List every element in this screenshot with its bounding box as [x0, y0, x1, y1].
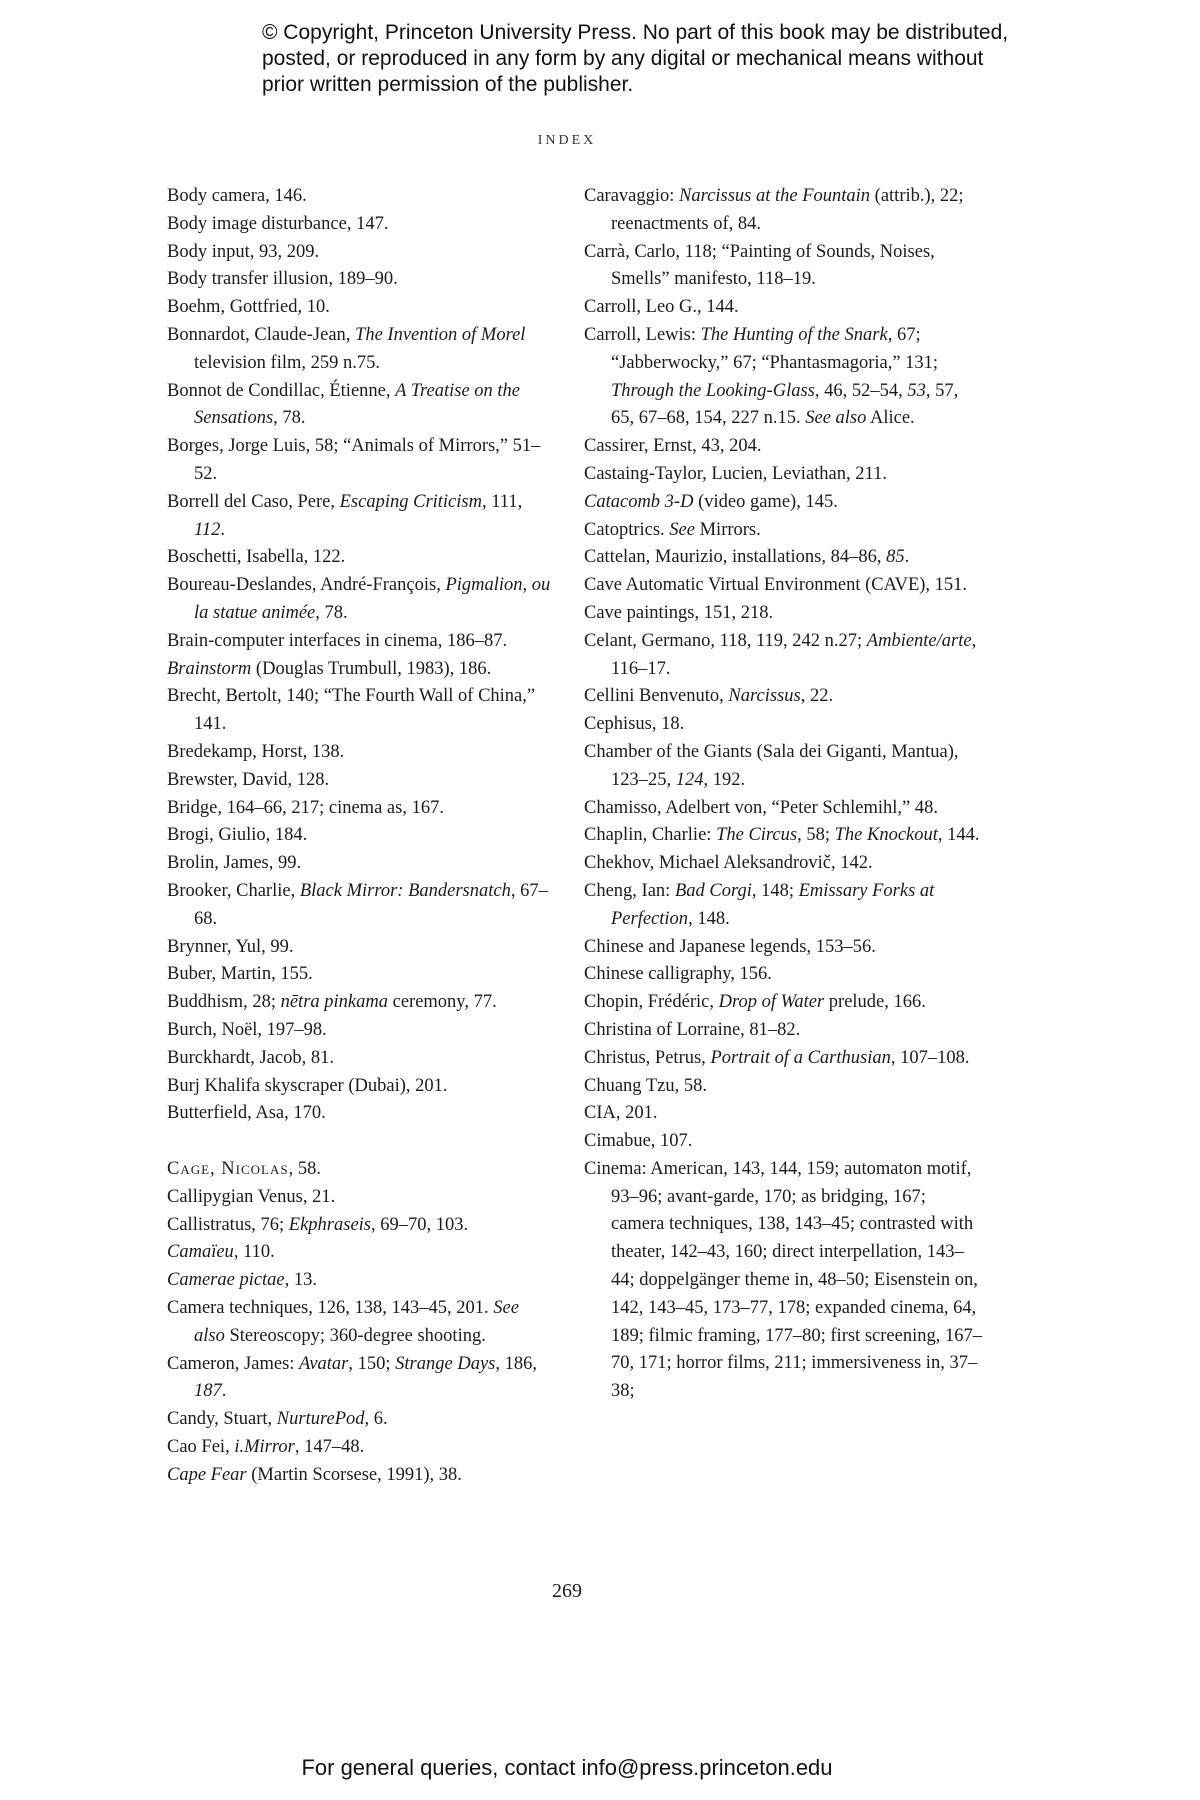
- index-entry-text: Brecht, Bertolt, 140; “The Fourth Wall of China,” 141.: [167, 686, 536, 735]
- index-entry-text: , 67; “Jabberwocky,” 67; “Phantasmagoria,” 131;: [611, 324, 939, 373]
- index-entry: [584, 1045, 982, 1073]
- footer-contact: For general queries, contact info@press.princeton.edu: [301, 1755, 833, 1780]
- index-entry-text: Camera techniques, 126, 138, 143–45, 201.: [167, 1298, 494, 1319]
- index-entry-title: Cape Fear: [167, 1464, 247, 1485]
- index-entry-title: nētra pinkama: [280, 992, 388, 1013]
- index-entry-text: prelude, 166.: [824, 992, 926, 1013]
- index-entry-text: Christus, Petrus,: [584, 1047, 711, 1068]
- index-entry: [584, 961, 982, 989]
- index-entry-text: Cimabue, 107.: [584, 1131, 693, 1152]
- index-entry-text: .: [220, 519, 226, 540]
- index-entry: [584, 739, 982, 795]
- index-entry-text: Carroll, Lewis:: [584, 324, 701, 345]
- index-entry-text: , 144.: [937, 825, 980, 846]
- index-entry-title: A Treatise on the Sensations: [194, 380, 520, 429]
- index-entry-text: Bridge, 164–66, 217; cinema as, 167.: [167, 797, 444, 818]
- index-entry-text: Chamisso, Adelbert von, “Peter Schlemihl,” 48.: [584, 797, 939, 818]
- index-entry: [584, 489, 982, 517]
- index-entry-text: Brain-computer interfaces in cinema, 186–87.: [167, 630, 508, 651]
- index-entry: [167, 1100, 552, 1128]
- index-entry: [584, 183, 982, 239]
- index-entry: [584, 628, 982, 684]
- index-entry-title: Pigmalion, ou la statue animée: [194, 575, 551, 623]
- index-entry: [167, 294, 552, 322]
- index-entry-text: Catoptrics.: [584, 519, 670, 540]
- index-entry-text: Alice.: [866, 408, 915, 429]
- index-entry-text: Chekhov, Michael Aleksandrovič, 142.: [584, 853, 873, 874]
- index-entry-text: Cave Automatic Virtual Environment (CAVE), 151.: [584, 575, 968, 596]
- index-entry-text: Buddhism, 28;: [167, 992, 281, 1013]
- index-entry-text: Cattelan, Maurizio, installations, 84–86,: [584, 547, 887, 568]
- index-entry-text: , 110.: [233, 1242, 275, 1263]
- index-entry-text: Bonnot de Condillac, Étienne,: [167, 380, 396, 401]
- index-entry-text: Cellini Benvenuto,: [584, 686, 729, 707]
- page-number: 269: [552, 1580, 582, 1602]
- index-entry: [167, 739, 552, 767]
- index-entry-title: Escaping Criticism: [339, 491, 482, 512]
- index-entry-title: Brainstorm: [167, 658, 252, 679]
- index-entry-text: Cephisus, 18.: [584, 714, 685, 735]
- index-entry-title: Black Mirror: Bandersnatch: [299, 880, 511, 901]
- index-entry-text: Brewster, David, 128.: [167, 769, 330, 790]
- index-entry-text: .: [904, 547, 910, 568]
- index-entry: [584, 878, 982, 934]
- index-entry-title: Portrait of a Carthusian: [710, 1047, 891, 1068]
- index-entry-text: Boschetti, Isabella, 122.: [167, 547, 346, 568]
- index-entry-text: Burj Khalifa skyscraper (Dubai), 201.: [167, 1075, 448, 1096]
- index-entry-text: , 78.: [273, 408, 306, 429]
- index-entry-text: Cave paintings, 151, 218.: [584, 602, 774, 623]
- index-entry-text: , 78.: [315, 602, 348, 623]
- index-entry-text: , 67–68.: [194, 880, 548, 929]
- index-entry-text: , 58.: [288, 1159, 321, 1180]
- index-entry: [584, 322, 982, 433]
- index-entry-text: , 148.: [688, 908, 730, 929]
- index-entry-text: , 150;: [348, 1353, 396, 1374]
- index-entry: [584, 294, 982, 322]
- index-entry-text: Boehm, Gottfried, 10.: [167, 297, 330, 318]
- index-entry: [167, 1406, 552, 1434]
- index-entry-title: Strange Days: [395, 1353, 496, 1374]
- index-entry-title: 187: [194, 1381, 222, 1402]
- index-entry: [167, 1184, 552, 1212]
- index-entry-text: , 13.: [284, 1270, 318, 1291]
- index-entry: [167, 989, 552, 1017]
- index-entry: [167, 1351, 552, 1407]
- index-entry-title: See also: [194, 1298, 519, 1346]
- index-entry-text: Carrà, Carlo, 118; “Painting of Sounds, Noises, Smells” manifesto, 118–19.: [584, 241, 935, 290]
- index-entry-text: Butterfield, Asa, 170.: [167, 1103, 326, 1124]
- index-entry-text: Brogi, Giulio, 184.: [167, 825, 308, 846]
- index-entry-text: Borrell del Caso, Pere,: [167, 491, 340, 512]
- index-entry-text: Celant, Germano, 118, 119, 242 n.27;: [584, 630, 867, 651]
- index-entry-title: 85: [886, 547, 905, 568]
- index-entry-text: Burch, Noël, 197–98.: [167, 1019, 327, 1040]
- index-entry: [584, 544, 982, 572]
- index-entry: [167, 934, 552, 962]
- index-entry-text: , 192.: [703, 769, 746, 790]
- index-entry-text: Carroll, Leo G., 144.: [584, 297, 739, 318]
- index-entry-title: Catacomb 3-D: [584, 491, 694, 512]
- index-entry-text: , 111,: [481, 491, 523, 512]
- index-entry: [584, 1017, 982, 1045]
- index-entry-text: Buber, Martin, 155.: [167, 964, 313, 985]
- index-entry-text: , 69–70, 103.: [371, 1214, 469, 1235]
- index-entry: [584, 795, 982, 823]
- index-entry: [167, 1156, 552, 1184]
- index-entry: [584, 239, 982, 295]
- index-entry-text: Candy, Stuart,: [167, 1409, 277, 1430]
- index-entry: [167, 433, 552, 489]
- index-entry: [167, 1045, 552, 1073]
- index-entry-title: Camaïeu: [167, 1242, 234, 1263]
- index-entry-title: See also: [805, 408, 867, 429]
- index-entry-text: Body transfer illusion, 189–90.: [167, 269, 398, 290]
- index-entry-text: Borges, Jorge Luis, 58; “Animals of Mirrors,” 51–52.: [167, 436, 541, 484]
- index-entry: [584, 433, 982, 461]
- index-entry-text: Chamber of the Giants (Sala dei Giganti, Mantua), 123–25,: [584, 741, 959, 790]
- index-entry-text: Bredekamp, Horst, 138.: [167, 741, 345, 762]
- index-entry: [584, 517, 982, 545]
- index-entry: [167, 1434, 552, 1462]
- index-entry: [584, 989, 982, 1017]
- index-entry-title: Bad Corgi: [674, 880, 752, 901]
- index-entry: [167, 322, 552, 378]
- index-entry-text: .: [221, 1381, 227, 1402]
- index-entry: [584, 683, 982, 711]
- index-entry-text: (Douglas Trumbull, 1983), 186.: [251, 658, 492, 679]
- index-entry: [167, 850, 552, 878]
- index-entry: [584, 572, 982, 600]
- index-entry: [584, 711, 982, 739]
- index-entry-title: Through the Looking-Glass: [611, 380, 815, 401]
- index-entry-title: Ambiente/arte: [866, 630, 972, 651]
- index-entry-text: Chaplin, Charlie:: [584, 825, 717, 846]
- index-entry: [167, 656, 552, 684]
- index-entry: [167, 1239, 552, 1267]
- index-entry-title: NurturePod: [276, 1409, 365, 1430]
- index-entry-text: Cassirer, Ernst, 43, 204.: [584, 436, 762, 457]
- index-entry-text: , 186,: [495, 1353, 537, 1374]
- index-entry-text: television film, 259 n.75.: [194, 352, 381, 373]
- index-entry-text: Cinema: American, 143, 144, 159; automaton motif, 93–96; avant-garde, 170; as bridging, 167; camera techniques, 138, 143–45; contrasted with theater, 142–43, 160; direct interpellation, 143–44; doppelgänger theme in, 48–50; Eisenstein on, 142, 143–45, 173–77, 178; expanded cinema, 64, 189; filmic framing, 177–80; first screening, 167–70, 171; horror films, 211; immersiveness in, 37–38;: [584, 1158, 982, 1402]
- index-entry: [167, 489, 552, 545]
- index-entry-text: Callistratus, 76;: [167, 1214, 289, 1235]
- index-column-left: [167, 183, 552, 1490]
- index-entry: [167, 1295, 552, 1351]
- index-entry: [167, 1462, 552, 1490]
- index-entry-text: , 116–17.: [611, 630, 977, 679]
- index-entry-text: , 22.: [800, 686, 834, 707]
- index-entry-text: Castaing-Taylor, Lucien, Leviathan, 211.: [584, 463, 887, 484]
- index-entry-title: Avatar: [299, 1353, 349, 1374]
- index-entry-text: Body image disturbance, 147.: [167, 213, 389, 234]
- running-head: INDEX: [537, 133, 597, 148]
- index-entry-text: Cheng, Ian:: [584, 880, 675, 901]
- index-entry-text: CIA, 201.: [584, 1103, 658, 1124]
- index-entry-text: Cao Fei,: [167, 1437, 235, 1458]
- index-entry-text: , 148;: [751, 880, 799, 901]
- index-entry-title: The Circus: [716, 825, 798, 846]
- index-entry: [167, 544, 552, 572]
- index-entry-text: , 46, 52–54,: [814, 380, 908, 401]
- index-entry-text: , 58;: [797, 825, 835, 846]
- index-entry-text: Body input, 93, 209.: [167, 241, 320, 262]
- index-entry: [584, 461, 982, 489]
- index-entry-title: Drop of Water: [718, 992, 825, 1013]
- index-entry-title: Narcissus at the Fountain: [679, 186, 871, 206]
- index-entry-title: Ekphraseis: [288, 1214, 372, 1235]
- index-entry: [167, 683, 552, 739]
- index-column-right: [584, 183, 982, 1406]
- index-entry: [584, 850, 982, 878]
- index-entry-text: Cameron, James:: [167, 1353, 300, 1374]
- index-entry: [584, 1073, 982, 1101]
- index-entry-title: 53: [907, 380, 926, 401]
- index-entry: [167, 822, 552, 850]
- index-entry: [584, 1128, 982, 1156]
- index-entry-text: Mirrors.: [694, 519, 761, 540]
- index-entry: [584, 934, 982, 962]
- index-entry-text: Brolin, James, 99.: [167, 853, 302, 874]
- index-entry: [167, 211, 552, 239]
- index-entry-title: Emissary Forks at Perfection: [611, 880, 935, 929]
- index-entry-text: Callipygian Venus, 21.: [167, 1186, 336, 1207]
- index-entry: [584, 600, 982, 628]
- index-entry-text: Brynner, Yul, 99.: [167, 936, 294, 957]
- index-entry-text: Christina of Lorraine, 81–82.: [584, 1019, 801, 1040]
- index-entry: [584, 822, 982, 850]
- index-entry-text: , 6.: [364, 1409, 388, 1430]
- index-entry: [584, 1156, 982, 1406]
- index-entry-title: Narcissus: [728, 686, 801, 707]
- index-entry-text: Chopin, Frédéric,: [584, 992, 719, 1013]
- index-entry-text: Bonnardot, Claude-Jean,: [167, 324, 356, 345]
- index-entry: [167, 1017, 552, 1045]
- index-entry-title: The Invention of Morel: [355, 324, 526, 345]
- index-entry-heading: Cage, Nicolas: [167, 1159, 289, 1180]
- index-entry-text: Brooker, Charlie,: [167, 880, 300, 901]
- index-entry-title: The Hunting of the Snark: [700, 324, 888, 345]
- index-entry-text: Caravaggio:: [584, 186, 680, 206]
- index-entry: [167, 1267, 552, 1295]
- index-entry-text: , 147–48.: [294, 1437, 365, 1458]
- index-entry: [167, 572, 552, 628]
- index-entry-text: Stereoscopy; 360-degree shooting.: [224, 1325, 486, 1346]
- index-entry-title: 124: [675, 769, 704, 790]
- index-entry: [167, 628, 552, 656]
- index-entry: [167, 239, 552, 267]
- index-entry: [167, 378, 552, 434]
- index-entry: [167, 961, 552, 989]
- index-entry-title: 112: [194, 519, 221, 540]
- index-entry-text: , 57, 65, 67–68, 154, 227 n.15.: [611, 380, 959, 429]
- index-entry: [167, 1073, 552, 1101]
- index-entry: [167, 1212, 552, 1240]
- index-entry-title: The Knockout: [834, 825, 938, 846]
- index-entry-text: Body camera, 146.: [167, 186, 307, 206]
- index-entry-text: Chinese and Japanese legends, 153–56.: [584, 936, 876, 957]
- index-entry-title: See: [669, 519, 695, 540]
- index-entry: [167, 795, 552, 823]
- index-entry-text: , 107–108.: [890, 1047, 970, 1068]
- index-entry: [584, 1100, 982, 1128]
- index-entry-text: (attrib.), 22; reenactments of, 84.: [611, 186, 964, 234]
- index-entry-text: (video game), 145.: [693, 491, 838, 512]
- index-entry-text: Burckhardt, Jacob, 81.: [167, 1047, 334, 1068]
- index-entry: [167, 878, 552, 934]
- index-entry-text: Chuang Tzu, 58.: [584, 1075, 707, 1096]
- index-entry-title: i.Mirror: [234, 1437, 295, 1458]
- index-entry-title: Camerae pictae: [167, 1270, 285, 1291]
- index-entry-text: ceremony, 77.: [387, 992, 497, 1013]
- index-entry: [167, 183, 552, 211]
- index-entry-text: (Martin Scorsese, 1991), 38.: [246, 1464, 462, 1485]
- index-entry-text: Boureau-Deslandes, André-François,: [167, 575, 446, 596]
- index-entry: [167, 767, 552, 795]
- index-entry: [167, 266, 552, 294]
- index-entry-text: Chinese calligraphy, 156.: [584, 964, 772, 985]
- copyright-notice: © Copyright, Princeton University Press. No part of this book may be distributed, posted, or reproduced in any form by any digital or mechanical means without prior written permission of the publisher.: [262, 21, 1009, 96]
